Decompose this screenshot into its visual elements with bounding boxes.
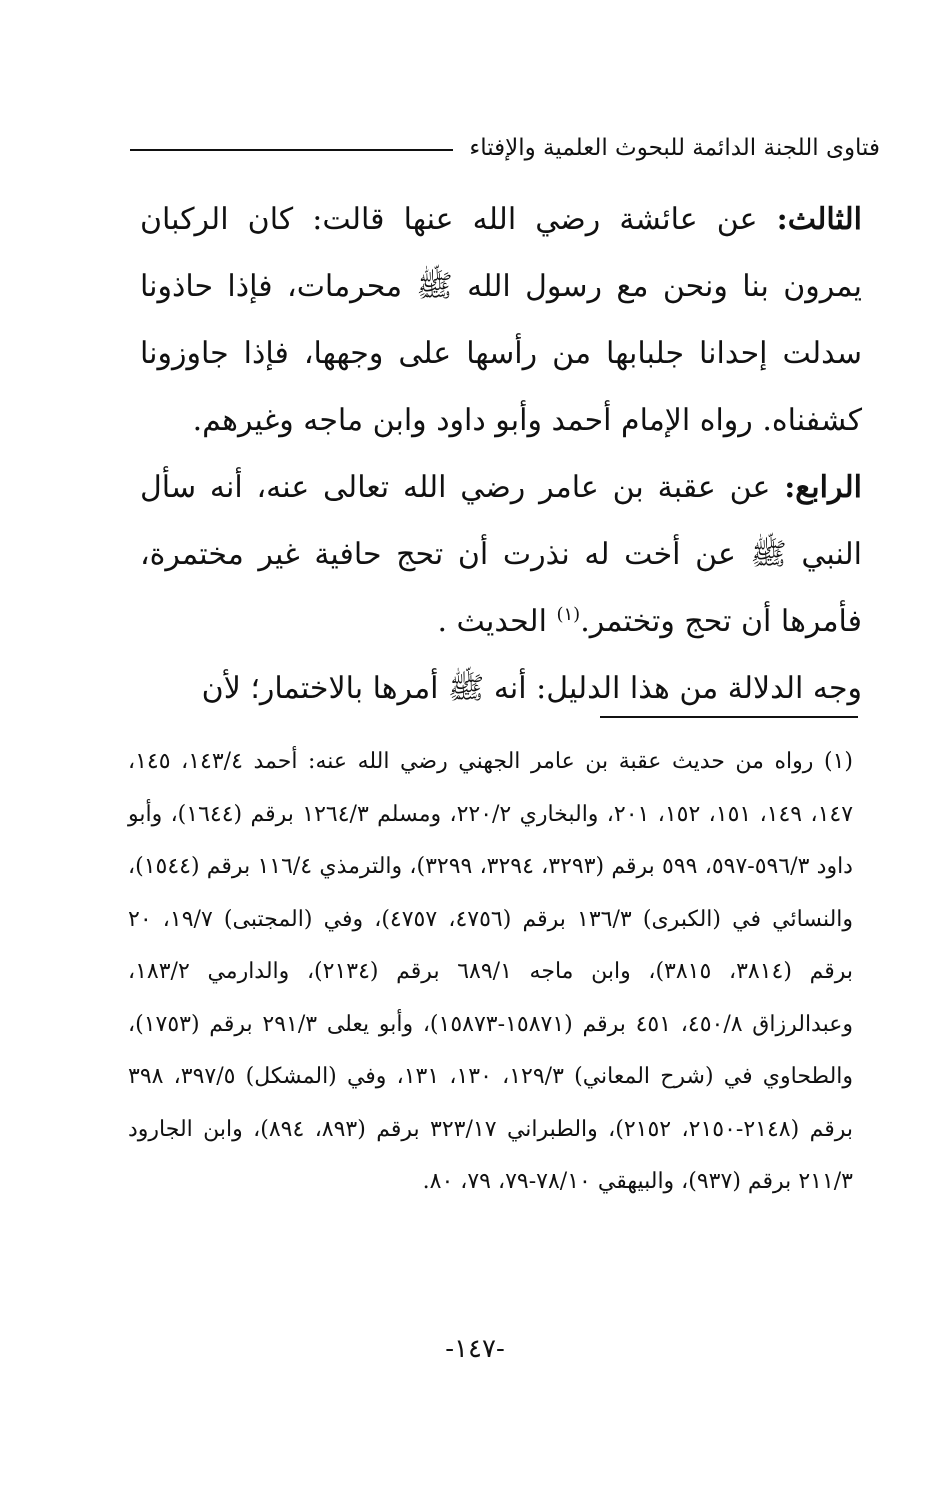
main-text — [140, 186, 862, 722]
header-rule — [130, 149, 453, 151]
footnote-separator — [600, 716, 858, 718]
paragraph-third — [140, 186, 862, 454]
paragraph-evidence — [140, 655, 862, 722]
paragraph-lead: الرابع: — [784, 470, 862, 505]
paragraph-text: عن عائشة رضي الله عنها قالت: كان الركبان يمرون بنا ونحن مع رسول الله ﷺ محرمات، فإذا حاذونا سدلت إحدانا جلبابها من رأسها على وجهها، فإذا جاوزونا كشفناه. رواه الإمام أحمد وأبو داود وابن ماجه وغيرهم. — [140, 202, 862, 438]
footnote-text: (١) رواه من حديث عقبة بن عامر الجهني رضي الله عنه: أحمد ١٤٣/٤، ١٤٥، ١٤٧، ١٤٩، ١٥١، ١٥٢، ٢٠١، والبخاري ٢٢٠/٢، ومسلم ١٢٦٤/٣ برقم (١٦٤٤)، وأبو داود ٥٩٦/٣-٥٩٧، ٥٩٩ برقم (٣٢٩٣، ٣٢٩٤، ٣٢٩٩)، والترمذي ١١٦/٤ برقم (١٥٤٤)، والنسائي في (الكبرى) ١٣٦/٣ برقم (٤٧٥٦، ٤٧٥٧)، وفي (المجتبى) ١٩/٧، ٢٠ برقم (٣٨١٤، ٣٨١٥)، وابن ماجه ٦٨٩/١ برقم (٢١٣٤)، والدارمي ١٨٣/٢، وعبدالرزاق ٤٥٠/٨، ٤٥١ برقم (١٥٨٧١-١٥٨٧٣)، وأبو يعلى ٢٩١/٣ برقم (١٧٥٣)، والطحاوي في (شرح المعاني) ١٢٩/٣، ١٣٠، ١٣١، وفي (المشكل) ٣٩٧/٥، ٣٩٨ برقم (٢١٤٨-٢١٥٠، ٢١٥٢)، والطبراني ٣٢٣/١٧ برقم (٨٩٣، ٨٩٤)، وابن الجارود ٢١١/٣ برقم (٩٣٧)، والبيهقي ٧٨/١٠-٧٩، ٧٩، ٨٠. — [128, 749, 854, 1194]
paragraph-lead: الثالث: — [776, 202, 862, 237]
paragraph-text: عن عقبة بن عامر رضي الله تعالى عنه، أنه سأل النبي ﷺ عن أخت له نذرت أن تحج حافية غير مختمرة، فأمرها أن تحج وتختمر. — [140, 470, 862, 639]
paragraph-fourth — [140, 454, 862, 655]
header-title: فتاوى اللجنة الدائمة للبحوث العلمية والإفتاء — [469, 135, 880, 161]
running-header — [130, 128, 880, 168]
page-number: -١٤٧- — [445, 1334, 505, 1364]
footnote-reference: (١) — [556, 604, 581, 625]
paragraph-tail: الحديث . — [437, 604, 557, 639]
paragraph-text: وجه الدلالة من هذا الدليل: أنه ﷺ أمرها بالاختمار؛ لأن — [201, 671, 862, 706]
footnote — [128, 736, 853, 1209]
